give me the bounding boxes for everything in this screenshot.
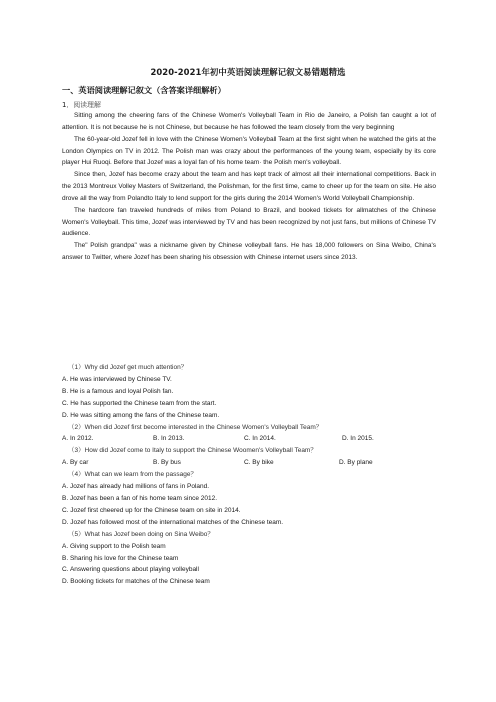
question-stem: （1）Why did Jozef get much attention？: [68, 364, 188, 371]
answer-option: A. Jozef has already had millions of fans in Poland.: [62, 483, 210, 491]
answer-option: A. Giving support to the Polish team: [62, 542, 166, 550]
answer-option: B. By bus: [153, 459, 181, 467]
section-heading: 一、英语阅读理解记叙文（含答案详细解析）: [62, 85, 226, 95]
passage-paragraph: The hardcore fan traveled hundreds of miles from Poland to Brazil, and booked tickets for allmatches of the Chinese Women's Volleyball. This time, Jozef was interviewed by TV and has been recognized by not just fans, but millions of Chinese TV audience.: [62, 206, 436, 238]
answer-option: A. By car: [62, 459, 89, 467]
answer-option: B. In 2013.: [153, 435, 185, 443]
question-heading: [62, 99, 101, 109]
answer-option: D. Jozef has followed most of the international matches of the Chinese team.: [62, 518, 284, 526]
answer-option: D. By plane: [339, 459, 373, 467]
answer-option-row: [62, 433, 436, 445]
reading-passage: [62, 110, 436, 264]
answer-option: D. He was sitting among the fans of the Chinese team.: [62, 411, 220, 419]
question-list: [62, 362, 436, 588]
answer-option: C. Answering questions about playing volleyball: [62, 566, 199, 574]
question-label: 阅读理解: [73, 101, 101, 109]
answer-option: B. Jozef has been a fan of his home team since 2012.: [62, 494, 218, 502]
passage-paragraph: Sitting among the cheering fans of the Chinese Women's Volleyball Team in Rio de Janeiro, a Polish fan caught a lot of attention. It is not because he is not Chinese, but because he has followed the team closely from the very beginning: [62, 112, 436, 131]
question-stem: （5）What has Jozef been doing on Sina Weibo？: [68, 530, 214, 538]
passage-paragraph: Since then, Jozef has become crazy about the team and has kept track of almost all their international competitions. Back in the 2013 Montreux Volley Masters of Switzerland, the Polishman, for the first time, came to cheer up for the team on site. He also drove all the way from Polandto Italy to lend support for the girls during the 2014 Women's World Volleyball Championship.: [62, 171, 436, 202]
answer-option: A. In 2012.: [62, 435, 94, 443]
answer-option: D. In 2015.: [342, 435, 374, 443]
answer-option-row: [62, 457, 436, 469]
answer-option: C. He has supported the Chinese team from the start.: [62, 399, 217, 407]
document-title: 2020-2021年初中英语阅读理解记叙文易错题精选: [150, 67, 346, 77]
passage-paragraph: The" Polish grandpa" was a nickname given by Chinese volleyball fans. He has 18,000 followers on Sina Weibo, China's answer to Twitter, where Jozef has been sharing his obsession with Chinese internet users since 2013.: [62, 242, 436, 262]
question-stem: （3）How did Jozef come to Italy to support the Chinese Woomen's Volleyball Team？: [68, 447, 317, 455]
question-number: 1．: [62, 101, 74, 109]
answer-option: A. He was interviewed by Chinese TV.: [62, 375, 172, 383]
answer-option: B. He is a famous and loyal Polish fan.: [62, 387, 174, 395]
answer-option: C. Jozef first cheered up for the Chinese team on site in 2014.: [62, 506, 241, 514]
answer-option: B. Sharing his love for the Chinese team: [62, 554, 179, 562]
answer-option: C. By bike: [244, 459, 274, 467]
passage-paragraph: The 60-year-old Jozef fell in love with the Chinese Women's Volleyball Team at the first sight when he watched the girls at the London Olympics on TV in 2012. The Polish man was crazy about the performances of the young team, especially by its core player Hui Ruoqi. Before that Jozef was a loyal fan of his home team· the Polish men's volleyball.: [62, 135, 436, 167]
question-stem: （4）What can we learn from the passage？: [68, 471, 197, 479]
question-stem: （2）When did Jozef first become interested in the Chinese Women's Volleyball Team？: [68, 423, 323, 431]
answer-option: C. In 2014.: [244, 435, 276, 443]
answer-option: D. Booking tickets for matches of the Chinese team: [62, 578, 210, 586]
